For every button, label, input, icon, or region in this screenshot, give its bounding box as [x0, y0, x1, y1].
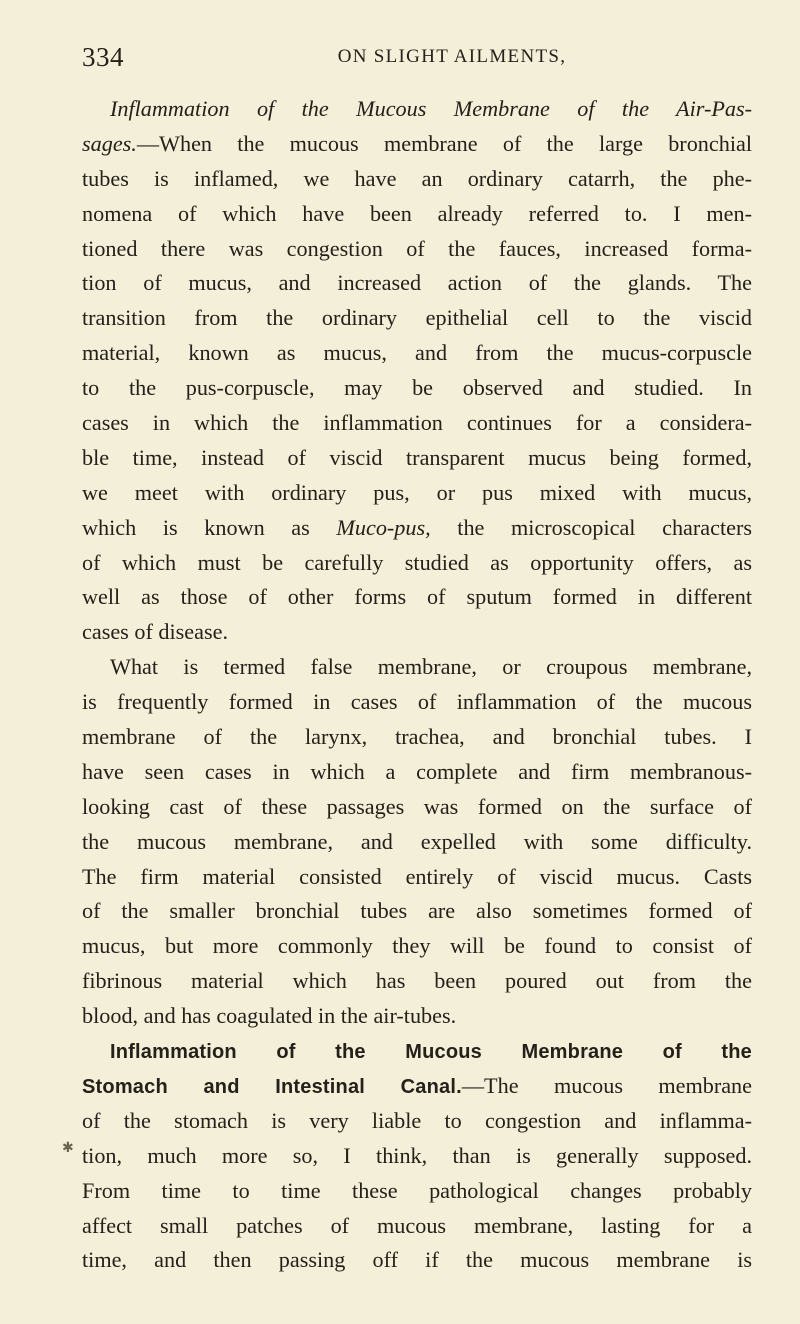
text-line: sages.—When the mucous membrane of the large bronchial — [82, 130, 752, 156]
text-line — [82, 92, 752, 127]
text-line: ble time, instead of viscid transparent mucus being formed, — [82, 444, 752, 470]
marginal-mark-icon: ✱ — [62, 1141, 74, 1156]
text-line: which is known as Muco-pus, the microscopical characters — [82, 514, 753, 540]
text-line: fibrinous material which has been poured out from the — [82, 968, 752, 994]
text-line: What is termed false membrane, or croupous membrane, — [110, 654, 752, 680]
text-line: From time to time these pathological changes probably — [82, 1177, 752, 1203]
term-muco-pus: Muco-pus, — [336, 514, 431, 540]
text-line: nomena of which have been already referred to. I men- — [82, 200, 752, 226]
text-line: tion, much more so, I think, than is generally supposed. — [82, 1142, 752, 1168]
text-line: cases of disease. — [82, 619, 229, 645]
text-line: transition from the ordinary epithelial cell to the viscid — [82, 305, 752, 331]
text-line: looking cast of these passages was formed on the surface of — [82, 793, 752, 819]
text-line: membrane of the larynx, trachea, and bronchial tubes. I — [82, 724, 752, 750]
text-line: of which must be carefully studied as opportunity offers, as — [82, 549, 752, 575]
text-line: tion of mucus, and increased action of the glands. The — [82, 270, 752, 296]
page-header — [82, 42, 762, 82]
page-number: 334 — [82, 42, 124, 72]
text-line: Stomach and Intestinal Canal.—The mucous membrane — [82, 1072, 752, 1098]
body-text — [82, 92, 752, 1278]
text-line: have seen cases in which a complete and firm membranous- — [82, 758, 752, 784]
running-head: ON SLIGHT AILMENTS, — [337, 46, 567, 67]
text-line: material, known as mucus, and from the mucus-corpuscle — [82, 340, 752, 366]
text-line: mucus, but more commonly they will be found to consist of — [82, 933, 752, 959]
text-line: time, and then passing off if the mucous membrane is — [82, 1247, 752, 1273]
section-heading-air-passages-cont: sages. — [82, 130, 137, 156]
text-line: tioned there was congestion of the fauces, increased forma- — [82, 235, 752, 261]
text-line: we meet with ordinary pus, or pus mixed with mucus, — [82, 479, 752, 505]
section-heading-stomach: Inflammation of the Mucous Membrane of the — [110, 1041, 752, 1064]
text-line: The firm material consisted entirely of viscid mucus. Casts — [82, 863, 752, 889]
section-heading-air-passages: Inflammation of the Mucous Membrane of the Air-Pas- — [110, 96, 752, 121]
text-line: to the pus-corpuscle, may be observed and studied. In — [82, 375, 752, 401]
text-line: of the smaller bronchial tubes are also sometimes formed of — [82, 898, 752, 924]
text-line: blood, and has coagulated in the air-tubes. — [82, 1003, 457, 1029]
text-line: well as those of other forms of sputum formed in different — [82, 584, 752, 610]
text-line: tubes is inflamed, we have an ordinary catarrh, the phe- — [82, 165, 752, 191]
text-line: affect small patches of mucous membrane, lasting for a — [82, 1212, 752, 1238]
section-heading-stomach-cont: Stomach and Intestinal Canal. — [82, 1075, 462, 1098]
text-line — [82, 1034, 752, 1069]
text-line: of the stomach is very liable to congestion and inflamma- — [82, 1107, 752, 1133]
text-line: cases in which the inflammation continues for a considera- — [82, 410, 752, 436]
text-line: the mucous membrane, and expelled with some difficulty. — [82, 828, 752, 854]
text-line: is frequently formed in cases of inflammation of the mucous — [82, 689, 752, 715]
